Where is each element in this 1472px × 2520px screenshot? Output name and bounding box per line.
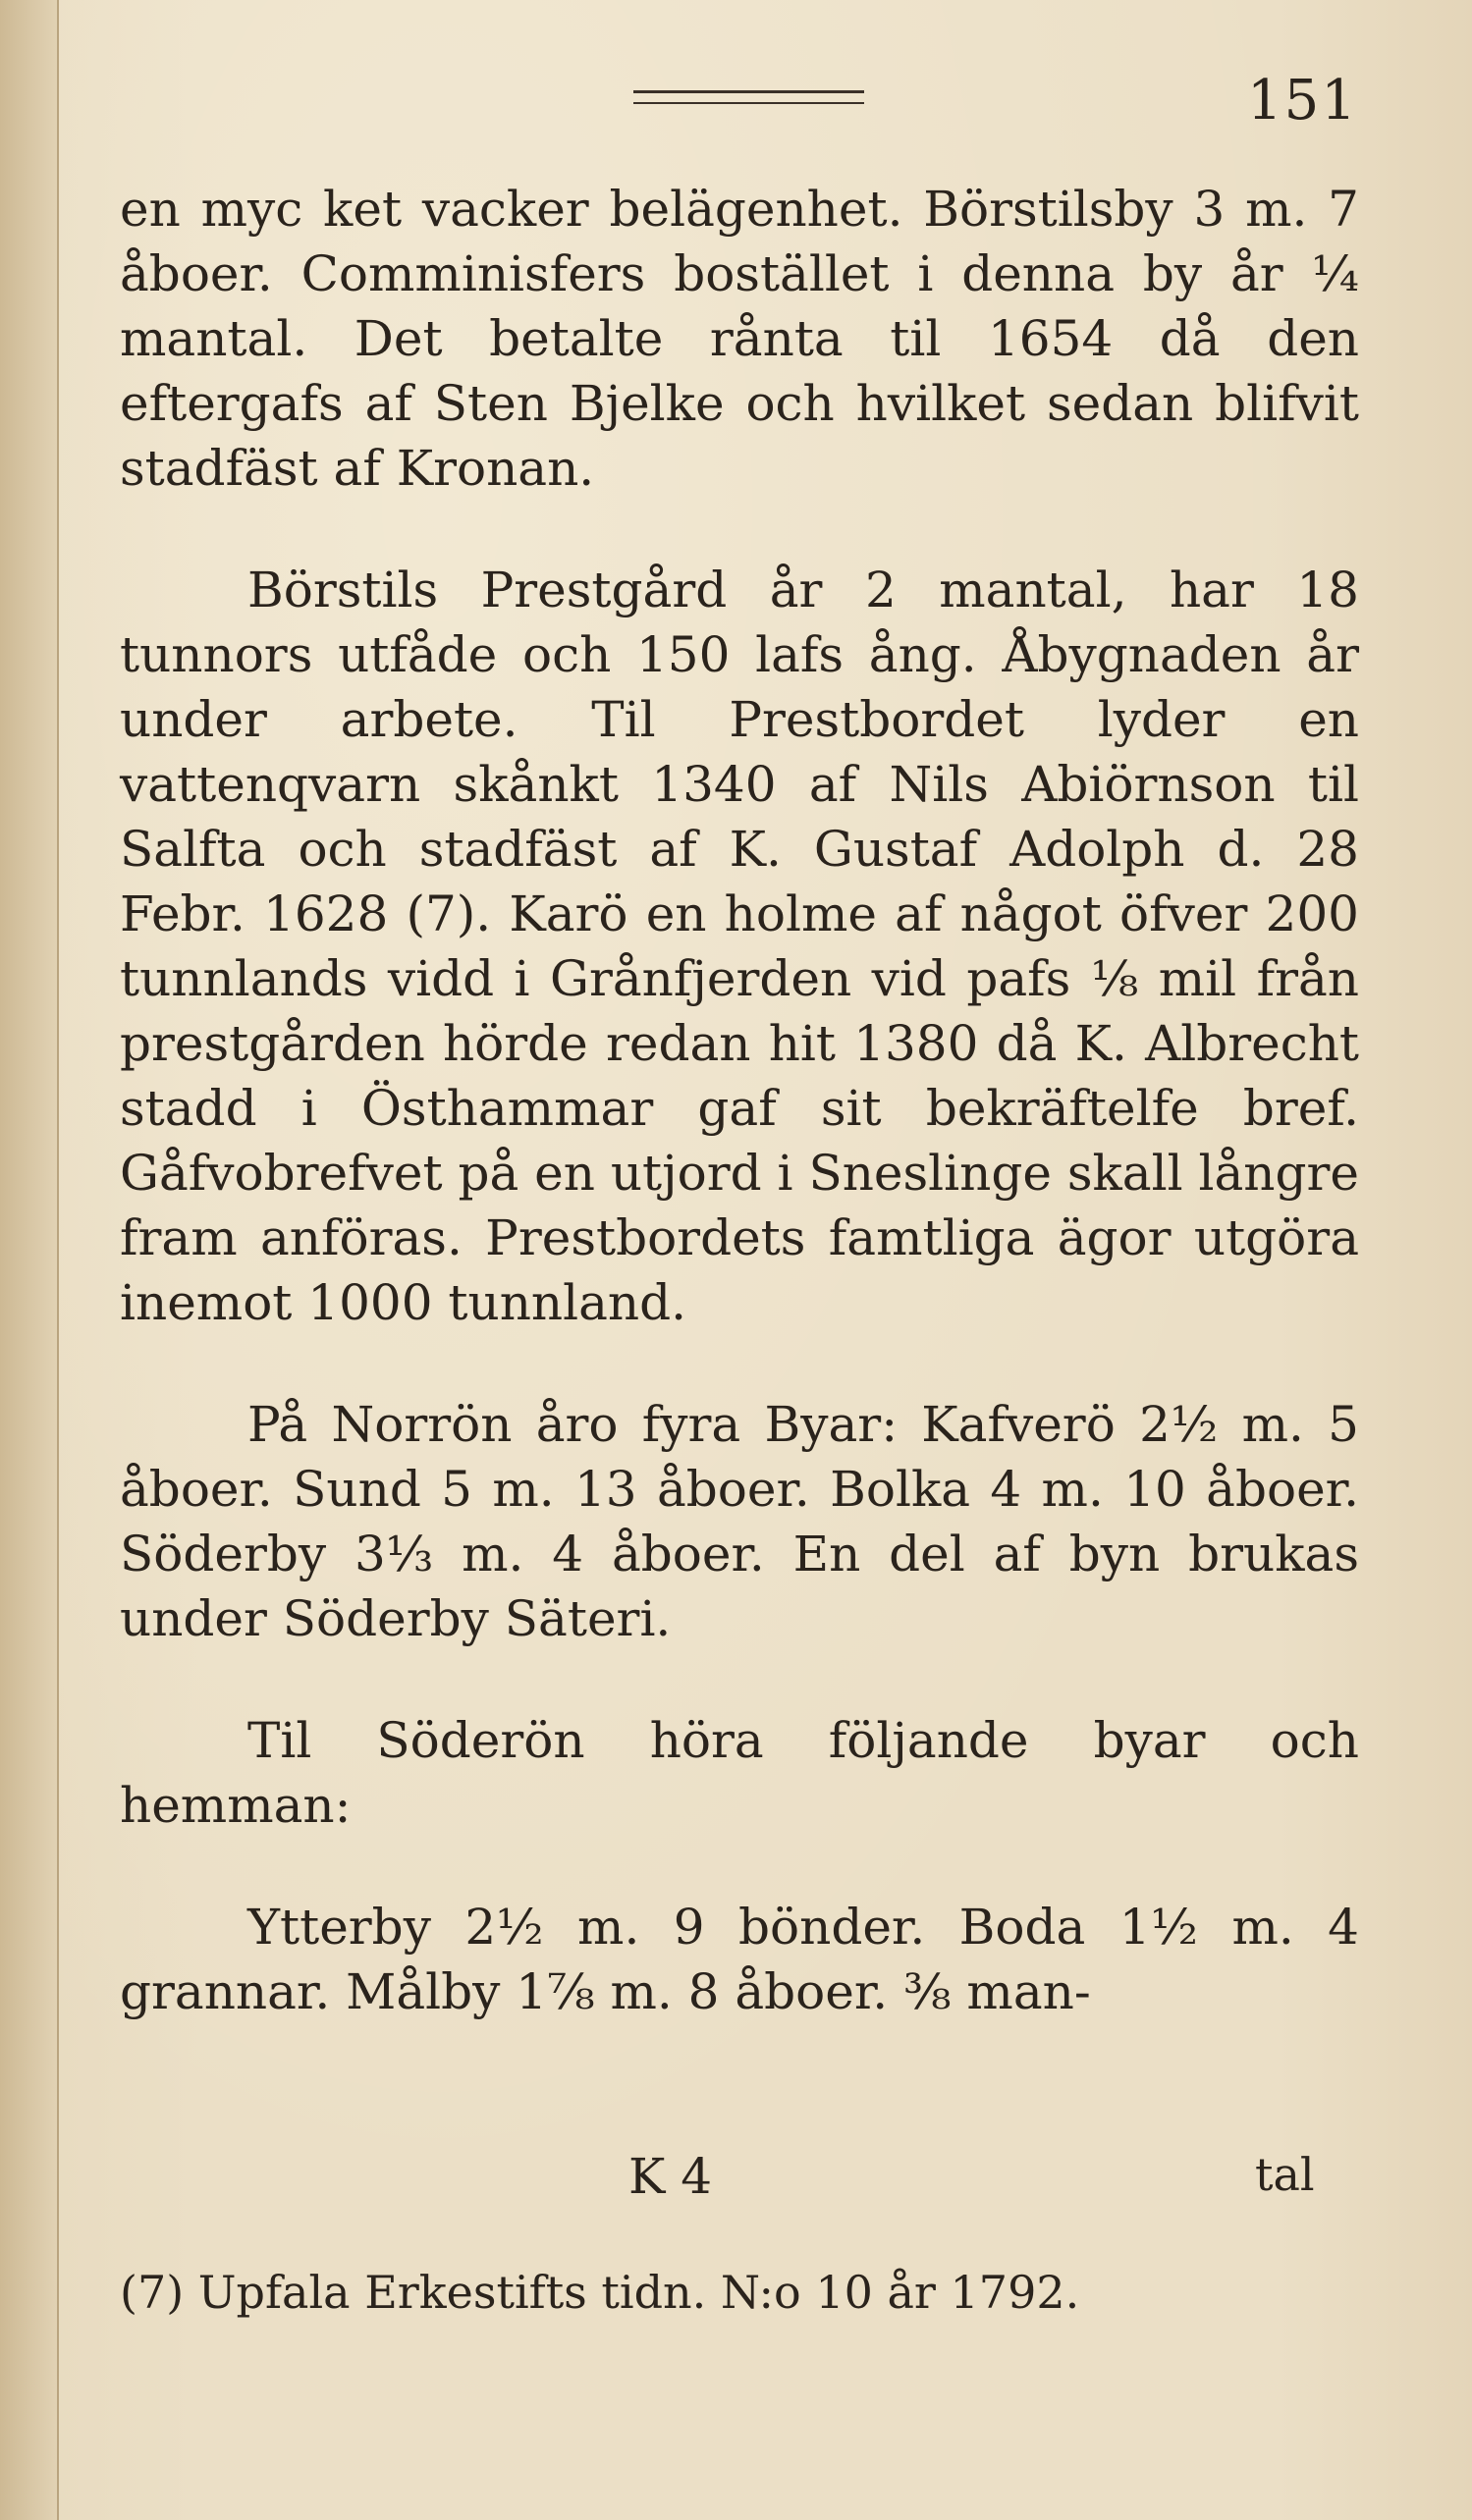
footnote: (7) Upfala Erkestifts tidn. N:o 10 år 1792. bbox=[120, 2266, 1080, 2319]
signature-mark: K 4 bbox=[628, 2148, 713, 2205]
header-rule bbox=[633, 90, 864, 104]
paragraph-ytterby: Ytterby 2½ m. 9 bönder. Boda 1½ m. 4 grannar. Målby 1⅞ m. 8 åboer. ⅜ man- bbox=[120, 1899, 1359, 2020]
paragraph-soderon: Til Söderön höra följande byar och hemman: bbox=[120, 1712, 1359, 1834]
page-number: 151 bbox=[1247, 69, 1358, 133]
page-gutter bbox=[0, 0, 59, 2520]
paragraph-borstilsby: en myc ket vacker belägenhet. Börstilsby 3 m. 7 åboer. Comminisfers bostället i denna by år ¼ mantal. Det betalte rånta til 1654 då den eftergafs af Sten Bjelke och hvilket sedan blifvit stadfäst af Kronan. bbox=[120, 181, 1359, 497]
binding-edge bbox=[57, 0, 59, 2520]
paragraph-prestgard: Börstils Prestgård år 2 mantal, har 18 tunnors utfåde och 150 lafs ång. Åbygnaden år under arbete. Til Prestbordet lyder en vattenqvarn skånkt 1340 af Nils Abiörnson til Salfta och stadfäst af K. Gustaf Adolph d. 28 Febr. 1628 (7). Karö en holme af något öfver 200 tunnlands vidd i Grånfjerden vid pafs ⅛ mil från prestgården hörde redan hit 1380 då K. Albrecht stadd i Östhammar gaf sit bekräftelfe bref. Gåfvobrefvet på en utjord i Sneslinge skall långre fram anföras. Prestbordets famtliga ägor utgöra inemot 1000 tunnland. bbox=[120, 562, 1359, 1331]
body-text bbox=[120, 177, 1359, 2024]
catchword: tal bbox=[1255, 2148, 1315, 2201]
paragraph-norron: På Norrön åro fyra Byar: Kafverö 2½ m. 5 åboer. Sund 5 m. 13 åboer. Bolka 4 m. 10 åboer. Söderby 3⅓ m. 4 åboer. En del af byn brukas under Söderby Säteri. bbox=[120, 1396, 1359, 1647]
